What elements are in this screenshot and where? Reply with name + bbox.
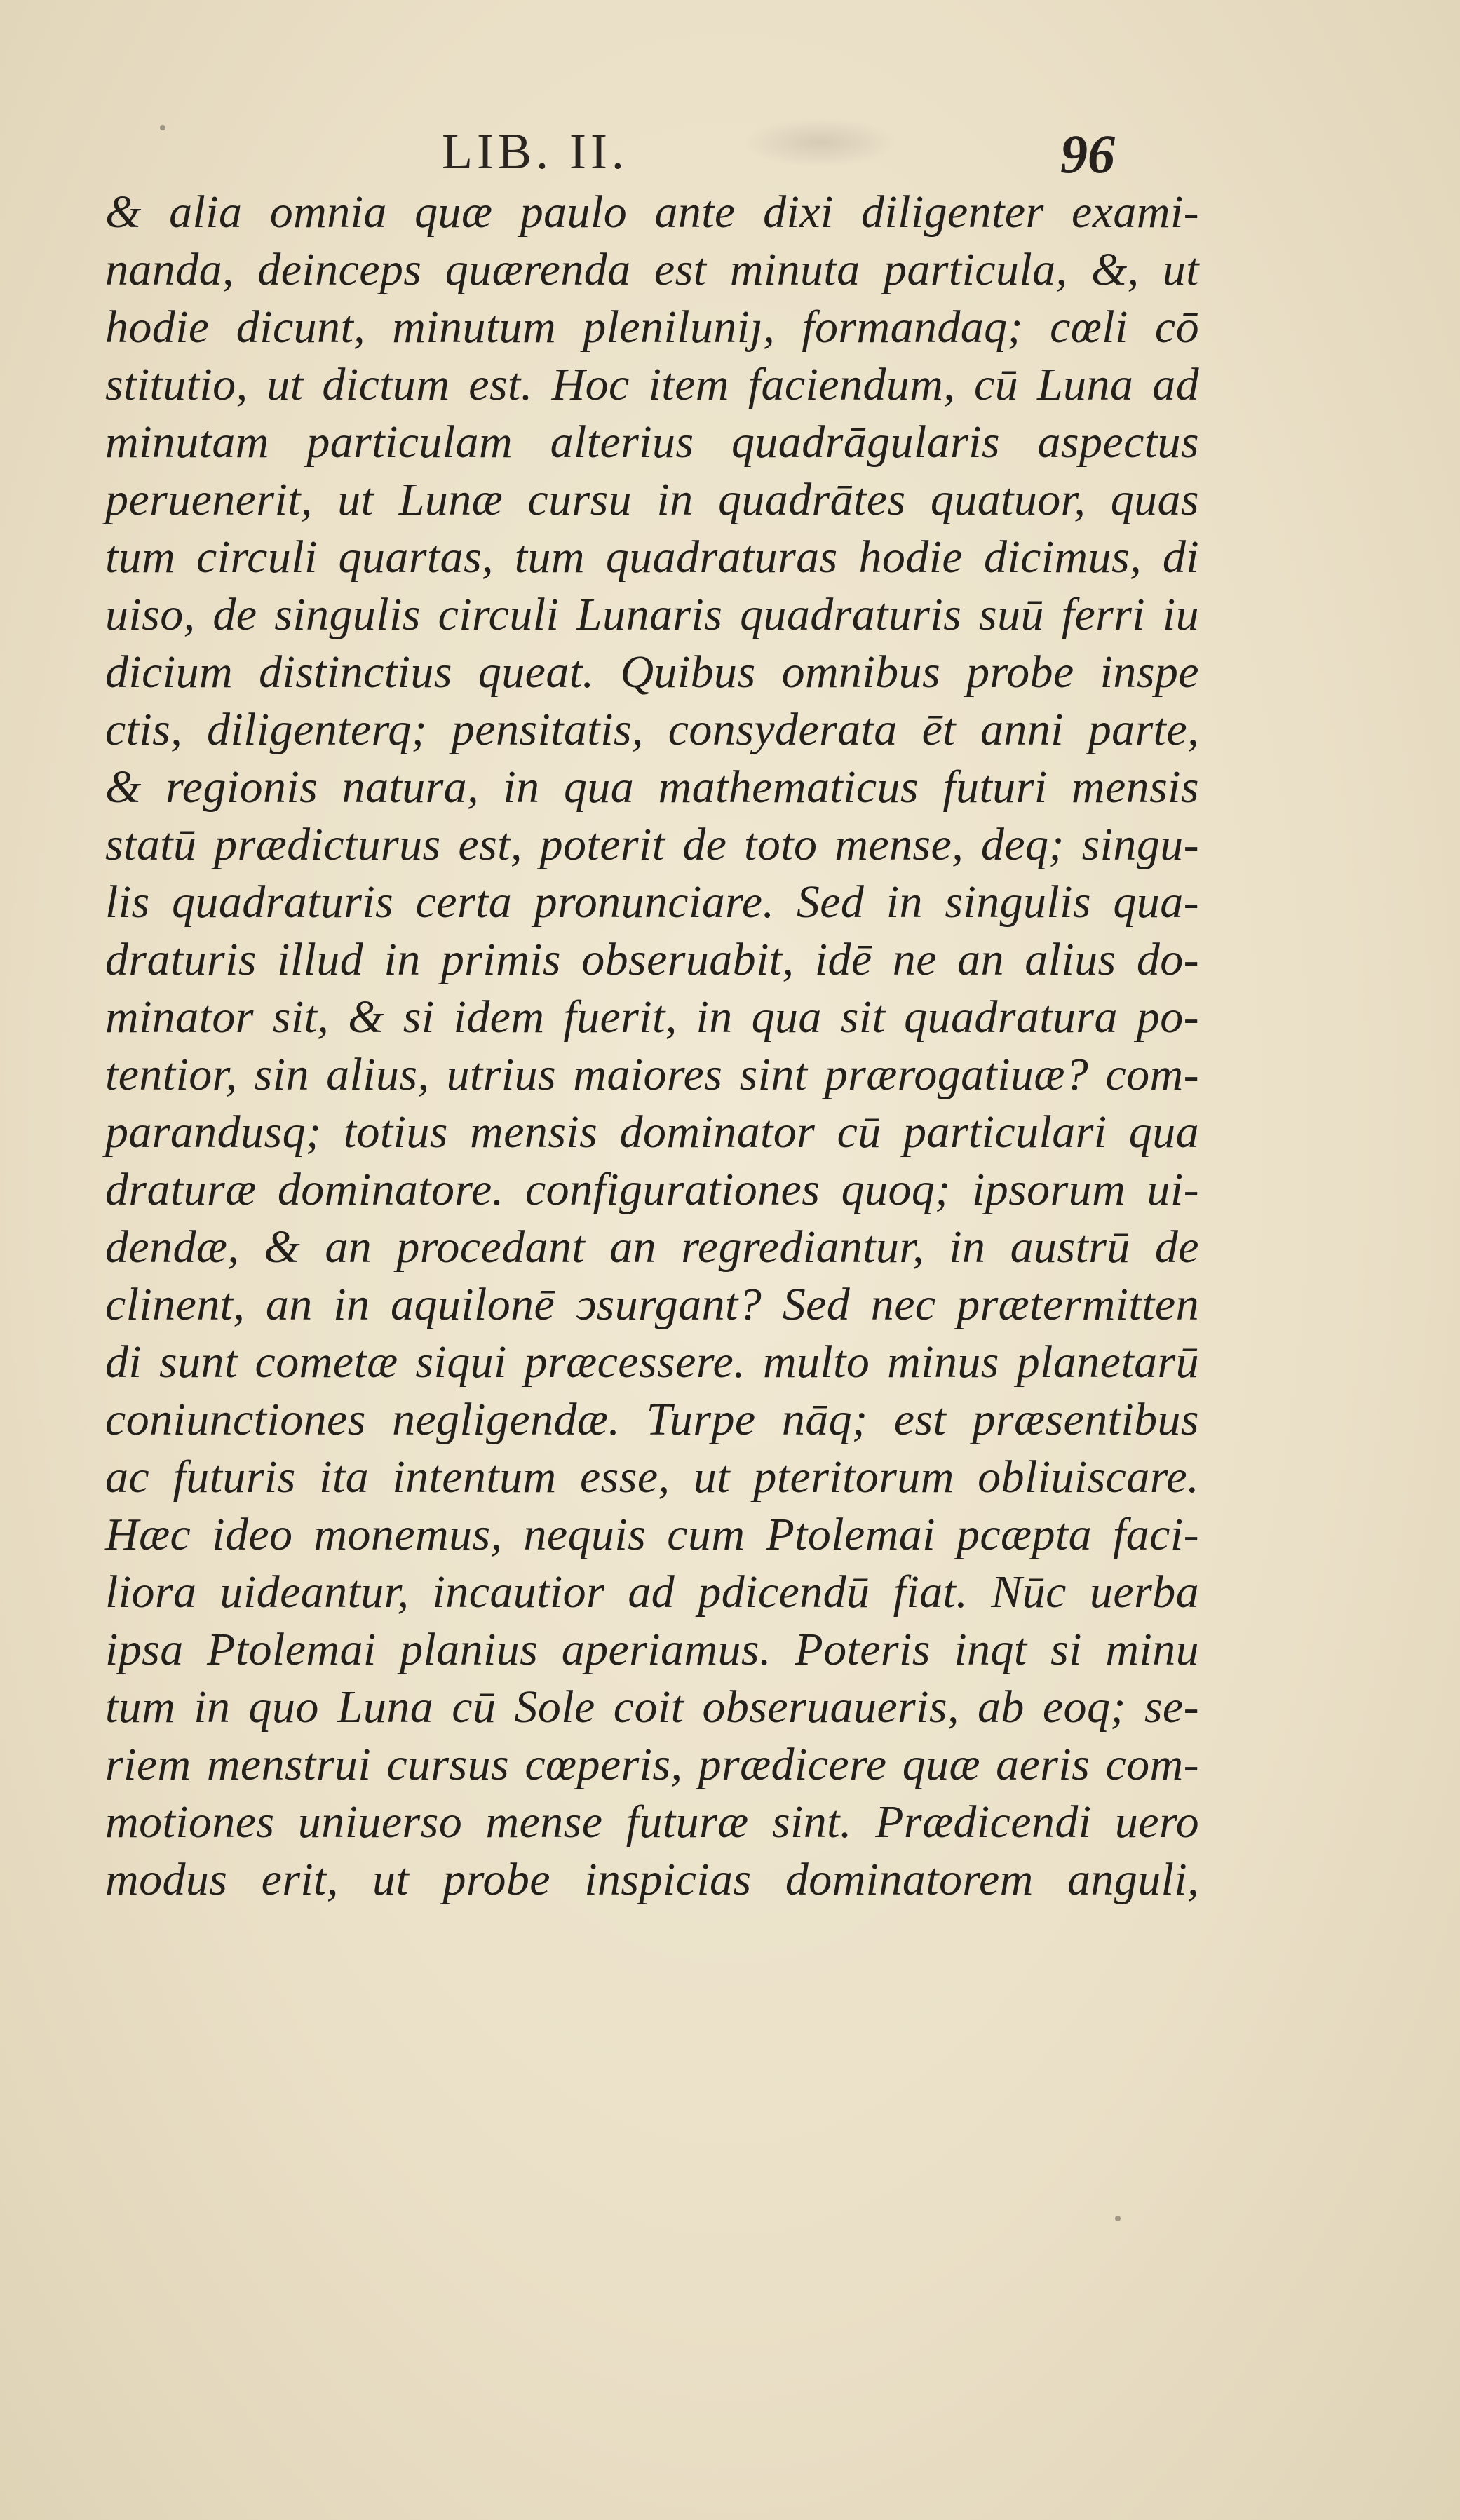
text-line: statū prædicturus est, poterit de toto mense, deq; singu- <box>105 819 1199 870</box>
text-line: ipsa Ptolemai planius aperiamus. Poteris inqt si minu <box>105 1624 1199 1675</box>
text-line: tentior, sin alius, utrius maiores sint prærogatiuæ? com- <box>105 1049 1199 1100</box>
text-line: clinent, an in aquilonē ↄsurgant? Sed nec prætermitten <box>105 1279 1199 1330</box>
text-line: modus erit, ut probe inspicias dominatorem anguli, <box>105 1854 1199 1905</box>
text-line: minator sit, & si idem fuerit, in qua sit quadratura po- <box>105 991 1199 1043</box>
text-line: tum circuli quartas, tum quadraturas hodie dicimus, di <box>105 531 1199 583</box>
text-line: ac futuris ita intentum esse, ut pteritorum obliuiscare. <box>105 1451 1199 1503</box>
running-head <box>0 123 1460 186</box>
text-line: ctis, diligenterq; pensitatis, consyderata ēt anni parte, <box>105 704 1199 755</box>
body-text <box>105 184 1199 1909</box>
book-label: LIB. II. <box>442 123 628 179</box>
page-number: 96 <box>1060 123 1115 184</box>
text-line: draturis illud in primis obseruabit, idē ne an alius do- <box>105 934 1199 985</box>
text-line: nanda, deinceps quærenda est minuta particula, &, ut <box>105 244 1199 295</box>
text-line: draturæ dominatore. configurationes quoq; ipsorum ui- <box>105 1164 1199 1215</box>
text-line: stitutio, ut dictum est. Hoc item faciendum, cū Luna ad <box>105 359 1199 410</box>
text-line: lis quadraturis certa pronunciare. Sed in singulis qua- <box>105 876 1199 928</box>
text-line: hodie dicunt, minutum pleniluniȷ, formandaq; cœli cō <box>105 302 1199 353</box>
text-line: dicium distinctius queat. Quibus omnibus probe inspe <box>105 646 1199 698</box>
text-line: uiso, de singulis circuli Lunaris quadraturis suū ferri iu <box>105 589 1199 640</box>
text-line: tum in quo Luna cū Sole coit obseruaueris, ab eoq; se- <box>105 1681 1199 1733</box>
text-line: parandusq; totius mensis dominator cū particulari qua <box>105 1106 1199 1158</box>
text-line: peruenerit, ut Lunæ cursu in quadrātes quatuor, quas <box>105 474 1199 525</box>
text-line: riem menstrui cursus cœperis, prædicere quæ aeris com- <box>105 1739 1199 1790</box>
text-line: coniunctiones negligendæ. Turpe nāq; est præsentibus <box>105 1394 1199 1445</box>
text-line: motiones uniuerso mense futuræ sint. Prædicendi uero <box>105 1796 1199 1848</box>
text-line: minutam particulam alterius quadrāgularis aspectus <box>105 416 1199 468</box>
paper-speck <box>1115 2216 1121 2221</box>
text-line: dendæ, & an procedant an regrediantur, in austrū de <box>105 1221 1199 1273</box>
text-line: Hæc ideo monemus, nequis cum Ptolemai pcæpta faci- <box>105 1509 1199 1560</box>
text-line: liora uideantur, incautior ad pdicendū fiat. Nūc uerba <box>105 1566 1199 1618</box>
text-line: & regionis natura, in qua mathematicus futuri mensis <box>105 761 1199 813</box>
text-line: & alia omnia quæ paulo ante dixi diligenter exami- <box>105 187 1199 238</box>
text-line: di sunt cometæ siqui præcessere. multo minus planetarū <box>105 1336 1199 1388</box>
